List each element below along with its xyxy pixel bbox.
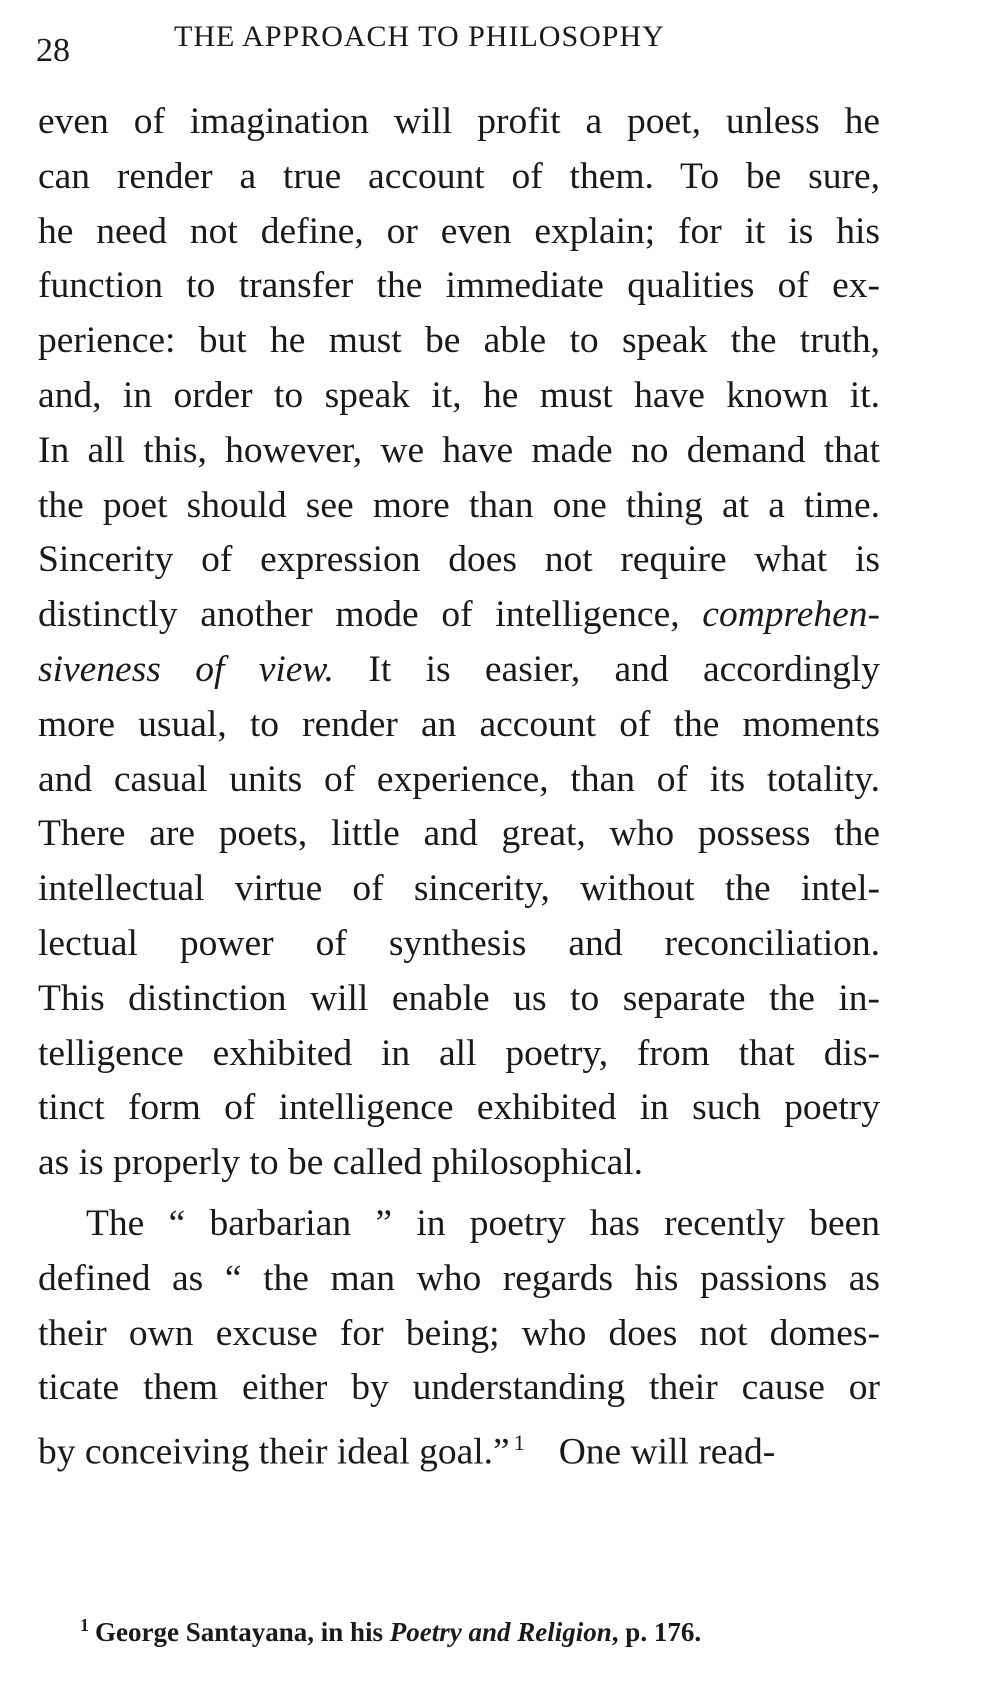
page-number: 28 [36, 32, 70, 69]
running-head: THE APPROACH TO PHILOSOPHY [174, 20, 665, 53]
text-segment: One will read- [558, 1431, 776, 1473]
italic-phrase: comprehen- [702, 594, 881, 636]
text-line [38, 1416, 880, 1471]
italic-phrase: siveness of view. [38, 648, 335, 690]
text-line: function to transfer the immediate qualities of ex- [38, 265, 880, 307]
text-line: and, in order to speak it, he must have known it. [38, 374, 880, 416]
text-line: defined as “ the man who regards his passions as [38, 1257, 880, 1299]
text-segment: by conceiving their ideal goal.” [38, 1431, 510, 1473]
text-line: In all this, however, we have made no demand that [38, 429, 880, 471]
footnote-mark: 1 [80, 1615, 89, 1635]
text-line: can render a true account of them. To be sure, [38, 155, 880, 197]
text-line: telligence exhibited in all poetry, from that dis- [38, 1032, 880, 1074]
footnote-page: , p. 176. [611, 1617, 702, 1647]
footnote-title: Poetry and Religion [389, 1617, 612, 1647]
text-segment: It is easier, and accordingly [368, 648, 880, 690]
text-line: There are poets, little and great, who possess the [38, 813, 880, 855]
text-line [38, 643, 880, 698]
text-line: tinct form of intelligence exhibited in such poetry [38, 1087, 880, 1129]
body-text [38, 95, 880, 1471]
text-line: lectual power of synthesis and reconciliation. [38, 922, 880, 964]
text-line [38, 588, 880, 643]
text-line: he need not define, or even explain; for it is his [38, 210, 880, 252]
footnote [80, 1615, 701, 1648]
text-segment: distinctly another mode of intelligence, [38, 594, 680, 636]
footnote-reference: 1 [513, 1430, 525, 1456]
text-line: This distinction will enable us to separate the in- [38, 977, 880, 1019]
text-line: more usual, to render an account of the moments [38, 703, 880, 745]
text-line: Sincerity of expression does not require what is [38, 539, 880, 581]
page-header [36, 20, 940, 70]
text-line: their own excuse for being; who does not domes- [38, 1312, 880, 1354]
text-line: perience: but he must be able to speak the truth, [38, 320, 880, 362]
text-line: and casual units of experience, than of its totality. [38, 758, 880, 800]
text-line: ticate them either by understanding their cause or [38, 1367, 880, 1409]
footnote-author: George Santayana, in his [95, 1617, 384, 1647]
text-line: intellectual virtue of sincerity, without the intel- [38, 868, 880, 910]
text-line: as is properly to be called philosophical. [38, 1142, 644, 1184]
text-line: even of imagination will profit a poet, unless he [38, 101, 880, 142]
text-line: The “ barbarian ” in poetry has recently been [86, 1202, 880, 1244]
text-line: the poet should see more than one thing at a time. [38, 484, 880, 526]
